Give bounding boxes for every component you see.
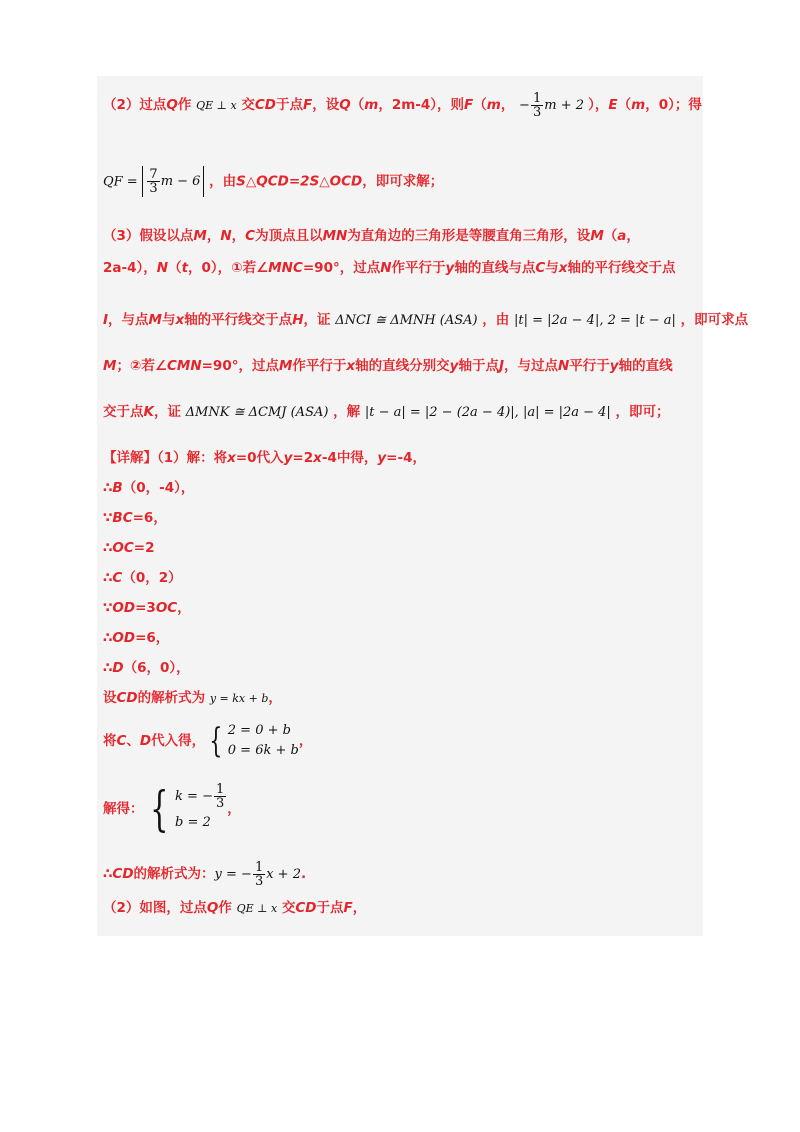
math-congruence-1: ΔNCI ≅ ΔMNH (ASA) bbox=[335, 313, 478, 328]
var: x bbox=[346, 358, 356, 374]
detail-sub-line bbox=[103, 720, 697, 762]
left-brace: { bbox=[149, 781, 168, 837]
math-linear-eq: y = kx + b bbox=[209, 692, 269, 705]
qf-line bbox=[103, 166, 697, 197]
var-f: F bbox=[464, 97, 474, 113]
text: 作 bbox=[218, 900, 232, 916]
text: ， bbox=[231, 228, 246, 244]
math-qe-perp-x: QE ⊥ x bbox=[196, 99, 237, 112]
text: ， bbox=[378, 97, 392, 113]
text: ；②若∠ bbox=[116, 358, 167, 374]
text: （1）解：将 bbox=[157, 450, 228, 466]
var: y bbox=[445, 260, 455, 276]
text: ，解 bbox=[333, 404, 361, 420]
var: t bbox=[181, 260, 189, 276]
var: M bbox=[278, 358, 293, 374]
document-page bbox=[97, 76, 749, 936]
var-f: F bbox=[303, 97, 313, 113]
var: B bbox=[112, 480, 123, 496]
area-qcd: S△QCD bbox=[236, 173, 289, 190]
text: ），则 bbox=[430, 97, 465, 113]
text: 代入得， bbox=[151, 733, 206, 749]
text: （2）如图，过点 bbox=[103, 900, 207, 916]
detail-od-line bbox=[103, 598, 697, 618]
var: M bbox=[193, 228, 207, 244]
text: =3 bbox=[135, 600, 156, 616]
because-symbol: ∵ bbox=[103, 510, 113, 526]
text: （2）过点 bbox=[103, 97, 167, 113]
text: 轴于点 bbox=[458, 358, 499, 374]
text: 设 bbox=[103, 690, 117, 706]
fraction bbox=[147, 168, 159, 195]
text: =2 bbox=[292, 450, 314, 466]
var: N bbox=[557, 358, 570, 374]
therefore-symbol: ∴ bbox=[103, 630, 113, 646]
var: N bbox=[220, 228, 232, 244]
equation-system bbox=[205, 721, 299, 761]
left-brace: { bbox=[209, 721, 223, 761]
var: M bbox=[148, 312, 162, 328]
var: y bbox=[449, 358, 459, 374]
text: 为直角边的三角形是等腰直角三角形，设 bbox=[347, 228, 591, 244]
var-q: Q bbox=[339, 97, 351, 113]
text: 于点 bbox=[276, 97, 304, 113]
var: y bbox=[609, 358, 619, 374]
text: ， bbox=[298, 733, 313, 749]
text: ，即可求解； bbox=[362, 173, 444, 190]
text: ，与点 bbox=[108, 312, 149, 328]
var: CD bbox=[112, 866, 134, 882]
var: J bbox=[498, 358, 504, 374]
text: 轴的直线 bbox=[618, 358, 673, 374]
detail-result-line bbox=[103, 860, 697, 888]
math-qe-perp-x: QE ⊥ x bbox=[236, 902, 278, 915]
text: =-4， bbox=[386, 450, 426, 466]
equation: 0 = 6k + b bbox=[227, 743, 299, 758]
denominator: 3 bbox=[215, 795, 225, 811]
var: BC bbox=[112, 510, 133, 526]
var: MNC bbox=[268, 260, 303, 276]
var: a bbox=[617, 228, 627, 244]
text: ，由 bbox=[209, 173, 237, 190]
var: x bbox=[227, 450, 236, 466]
var: I bbox=[103, 312, 109, 328]
fraction bbox=[531, 92, 543, 119]
solution-system bbox=[144, 783, 228, 836]
text: 为顶点且以 bbox=[255, 228, 323, 244]
text: （ bbox=[603, 228, 618, 244]
var: CD bbox=[116, 690, 138, 706]
var: x bbox=[558, 260, 568, 276]
math-result-eq bbox=[215, 861, 301, 888]
detail-cd-line bbox=[103, 688, 697, 709]
text: 将 bbox=[103, 733, 117, 749]
text: x + 2 bbox=[266, 866, 301, 882]
text: 轴的直线分别交 bbox=[355, 358, 450, 374]
therefore-symbol: ∴ bbox=[103, 570, 113, 586]
minus-sign: − bbox=[519, 98, 530, 113]
abs-tail: m − 6 bbox=[160, 174, 201, 189]
text: =6， bbox=[135, 630, 170, 646]
text: （3）假设以点 bbox=[103, 228, 194, 244]
var: F bbox=[343, 900, 353, 916]
step3-line-5 bbox=[103, 402, 697, 423]
var: Q bbox=[206, 900, 219, 916]
step3-line-4 bbox=[103, 356, 697, 376]
text: ）， bbox=[136, 260, 157, 276]
text: ， bbox=[352, 900, 367, 916]
var: N bbox=[380, 260, 392, 276]
text: （ bbox=[168, 260, 182, 276]
text: ，即可求点 bbox=[680, 312, 749, 328]
numerator: 1 bbox=[215, 781, 225, 797]
math-congruence-2: ΔMNK ≅ ΔCMJ (ASA) bbox=[185, 405, 329, 420]
text: ，设 bbox=[312, 97, 340, 113]
text: 的解析式为 bbox=[137, 690, 206, 706]
var-m: m bbox=[364, 97, 379, 113]
frac-tail: m + 2 bbox=[544, 98, 584, 113]
therefore-symbol: ∴ bbox=[103, 866, 113, 882]
text: ，0）；得 bbox=[645, 97, 702, 113]
text: （ bbox=[617, 97, 632, 113]
text: 轴的直线与点 bbox=[454, 260, 536, 276]
text: 、 bbox=[126, 733, 140, 749]
math-abs-eq-1: |t| = |2a − 4|, 2 = |t − a| bbox=[513, 313, 676, 328]
var-e: E bbox=[608, 97, 618, 113]
text: =90°，过点 bbox=[302, 260, 381, 276]
text: ， bbox=[206, 228, 221, 244]
text: 轴的平行线交于点 bbox=[184, 312, 293, 328]
detail-bc-line bbox=[103, 508, 697, 528]
detail-sentence bbox=[157, 450, 426, 466]
detail-c-line bbox=[103, 568, 697, 588]
system-lines bbox=[175, 783, 227, 836]
text: ，与过点 bbox=[503, 358, 558, 374]
text: 平行于 bbox=[569, 358, 610, 374]
detail-b-line bbox=[103, 478, 697, 498]
area-ocd: 2S△OCD bbox=[300, 173, 363, 190]
because-symbol: ∵ bbox=[103, 600, 113, 616]
text: ）， bbox=[588, 97, 609, 113]
text: 交 bbox=[281, 900, 296, 916]
numerator: 1 bbox=[254, 859, 264, 875]
var: C bbox=[112, 570, 123, 586]
numerator: 7 bbox=[149, 167, 158, 182]
text: 交于点 bbox=[103, 404, 144, 420]
text: 与 bbox=[545, 260, 559, 276]
var: D bbox=[139, 733, 152, 749]
text: ， bbox=[268, 690, 282, 706]
text: ， bbox=[626, 228, 640, 244]
text: y = − bbox=[214, 866, 252, 882]
var-cd: CD bbox=[254, 97, 277, 113]
text: 作 bbox=[177, 97, 192, 113]
math-qf: QF = bbox=[103, 174, 138, 190]
text: 作平行于 bbox=[292, 358, 347, 374]
text: 轴的平行线交于点 bbox=[567, 260, 676, 276]
text: （ bbox=[350, 97, 365, 113]
var-q: Q bbox=[166, 97, 178, 113]
therefore-symbol: ∴ bbox=[103, 540, 113, 556]
abs-expr bbox=[142, 166, 204, 197]
var: D bbox=[112, 660, 124, 676]
equation: 2 = 0 + b bbox=[227, 723, 291, 738]
var-m: m bbox=[631, 97, 646, 113]
var: CD bbox=[295, 900, 317, 916]
expr-2m-4: 2m-4 bbox=[391, 97, 431, 113]
text: = bbox=[288, 173, 301, 190]
text: （0，2） bbox=[122, 570, 182, 586]
detail-line-1 bbox=[103, 448, 697, 468]
text: =90°，过点 bbox=[201, 358, 279, 374]
detail-solution-line bbox=[103, 778, 697, 840]
text: 作平行于 bbox=[391, 260, 446, 276]
denominator: 3 bbox=[532, 105, 542, 120]
text: =6， bbox=[132, 510, 167, 526]
var: H bbox=[292, 312, 304, 328]
math-frac-expr bbox=[519, 91, 588, 120]
var: x bbox=[175, 312, 185, 328]
var: MN bbox=[322, 228, 348, 244]
text: =0代入 bbox=[235, 450, 284, 466]
k-solution bbox=[175, 783, 227, 810]
text: （ bbox=[473, 97, 487, 113]
text: ，由 bbox=[482, 312, 510, 328]
detail-title: 【详解】 bbox=[103, 450, 157, 466]
var: OD bbox=[112, 600, 136, 616]
text: 交 bbox=[241, 97, 255, 113]
text: -4中得， bbox=[321, 450, 378, 466]
var: C bbox=[245, 228, 256, 244]
therefore-symbol: ∴ bbox=[103, 480, 113, 496]
text: ， bbox=[227, 801, 241, 817]
therefore-symbol: ∴ bbox=[103, 660, 113, 676]
text: ，即可； bbox=[615, 404, 670, 420]
var: N bbox=[156, 260, 169, 276]
step3-line-2 bbox=[103, 258, 697, 278]
math-abs-eq-2: |t − a| = |2 − (2a − 4)|, |a| = |2a − 4| bbox=[364, 405, 611, 420]
detail-part2-line bbox=[103, 898, 697, 919]
var-m: m bbox=[486, 97, 501, 113]
numerator: 1 bbox=[532, 91, 542, 106]
text: =2 bbox=[133, 540, 155, 556]
var: M bbox=[590, 228, 604, 244]
step3-line-3 bbox=[103, 310, 749, 331]
text: ，0），①若∠ bbox=[188, 260, 269, 276]
var: K bbox=[143, 404, 154, 420]
fraction bbox=[214, 783, 226, 810]
text: 2a-4 bbox=[103, 260, 137, 276]
detail-d-line bbox=[103, 658, 697, 678]
var: C bbox=[116, 733, 127, 749]
text: 解得： bbox=[103, 801, 144, 817]
text: 于点 bbox=[316, 900, 344, 916]
var: C bbox=[535, 260, 546, 276]
denominator: 3 bbox=[254, 873, 264, 889]
var: y bbox=[283, 450, 293, 466]
var: M bbox=[103, 358, 117, 374]
var: OC bbox=[155, 600, 178, 616]
text: . bbox=[300, 866, 307, 882]
detail-od6-line bbox=[103, 628, 697, 648]
denominator: 3 bbox=[149, 181, 158, 196]
b-solution: b = 2 bbox=[175, 814, 211, 830]
detail-oc-line bbox=[103, 538, 697, 558]
text: k = − bbox=[175, 788, 213, 804]
fraction bbox=[253, 861, 265, 888]
text: 与 bbox=[161, 312, 176, 328]
var: x bbox=[313, 450, 322, 466]
text: ， bbox=[177, 600, 191, 616]
step2-hint-line bbox=[103, 91, 702, 120]
step3-line-1 bbox=[103, 226, 697, 246]
text: （0，-4）， bbox=[122, 480, 195, 496]
var: OD bbox=[112, 630, 136, 646]
text: ，证 bbox=[303, 312, 331, 328]
var: y bbox=[377, 450, 387, 466]
var: CMN bbox=[166, 358, 202, 374]
text: ， bbox=[500, 97, 515, 113]
var: OC bbox=[112, 540, 134, 556]
system-lines bbox=[228, 721, 299, 761]
text: 的解析式为： bbox=[133, 866, 215, 882]
text: ，证 bbox=[153, 404, 181, 420]
text: （6，0）， bbox=[123, 660, 190, 676]
